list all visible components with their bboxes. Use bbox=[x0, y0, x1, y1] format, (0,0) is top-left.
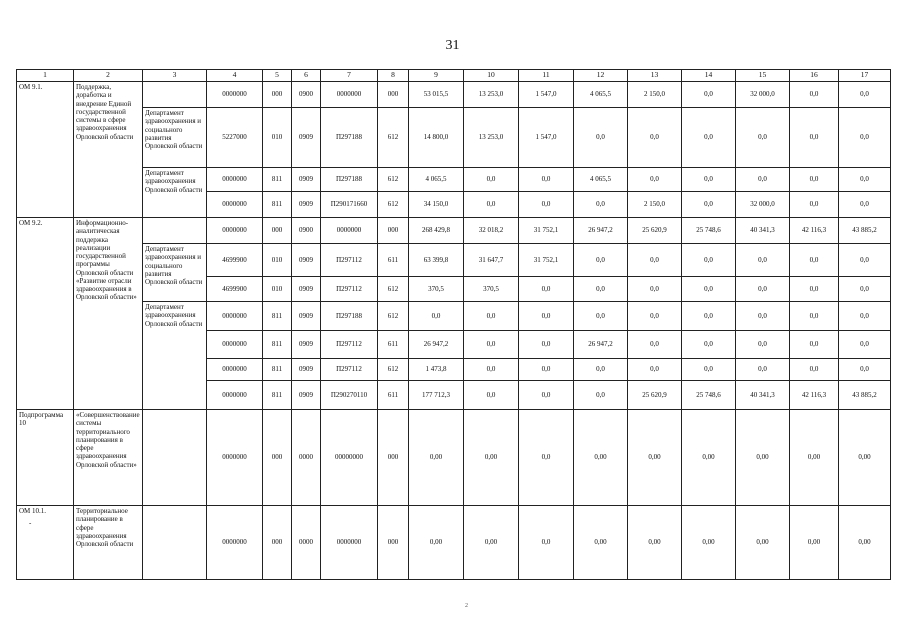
program-code: Подпрограмма 10 bbox=[19, 411, 64, 428]
page-number: 31 bbox=[445, 38, 460, 53]
col-header: 1 bbox=[17, 70, 74, 82]
program-code: ОМ 9.2. bbox=[19, 219, 43, 227]
value-cell: 000 bbox=[378, 82, 409, 108]
table-row bbox=[17, 218, 891, 244]
value-cell: 612 bbox=[378, 192, 409, 218]
executor-cell bbox=[143, 506, 207, 580]
table-row bbox=[17, 244, 891, 277]
value-cell: П290171660 bbox=[321, 192, 378, 218]
value-cell: 0,0 bbox=[574, 108, 628, 168]
value-cell: П297188 bbox=[321, 302, 378, 331]
value-cell: 811 bbox=[263, 359, 292, 381]
col-header: 3 bbox=[143, 70, 207, 82]
value-cell: 25 748,6 bbox=[682, 218, 736, 244]
program-code-cell bbox=[17, 82, 74, 218]
value-cell: 53 015,5 bbox=[409, 82, 464, 108]
value-cell: 811 bbox=[263, 168, 292, 192]
value-cell: 0909 bbox=[292, 108, 321, 168]
value-cell: 612 bbox=[378, 108, 409, 168]
executor-cell bbox=[143, 82, 207, 108]
value-cell: 0,0 bbox=[574, 381, 628, 410]
value-cell: 0,0 bbox=[464, 192, 519, 218]
value-cell: 0,00 bbox=[409, 506, 464, 580]
value-cell: 0,0 bbox=[519, 331, 574, 359]
value-cell: 611 bbox=[378, 331, 409, 359]
col-header: 10 bbox=[464, 70, 519, 82]
value-cell: 0,0 bbox=[464, 381, 519, 410]
value-cell: 26 947,2 bbox=[574, 218, 628, 244]
value-cell: 0,0 bbox=[464, 331, 519, 359]
program-code-cell bbox=[17, 410, 74, 506]
value-cell: 0,0 bbox=[682, 244, 736, 277]
value-cell: 0000000 bbox=[207, 302, 263, 331]
value-cell: 0909 bbox=[292, 302, 321, 331]
value-cell: 0,0 bbox=[682, 82, 736, 108]
col-header: 15 bbox=[736, 70, 790, 82]
program-name-cell: Информационно-аналитическая поддержка реализации государственной программы Орловской области «Развитие отрасли здравоохранения в Орловской области» bbox=[74, 218, 143, 410]
value-cell: 0,0 bbox=[790, 244, 839, 277]
value-cell: 4699900 bbox=[207, 277, 263, 302]
value-cell: 0,00 bbox=[682, 410, 736, 506]
value-cell: 0000 bbox=[292, 410, 321, 506]
value-cell: 0,0 bbox=[682, 277, 736, 302]
value-cell: 26 947,2 bbox=[574, 331, 628, 359]
value-cell: 0,00 bbox=[790, 410, 839, 506]
value-cell: 0000000 bbox=[207, 506, 263, 580]
executor-cell bbox=[143, 410, 207, 506]
value-cell: 000 bbox=[378, 218, 409, 244]
table-row bbox=[17, 168, 891, 192]
value-cell: 0909 bbox=[292, 359, 321, 381]
value-cell: 0,00 bbox=[574, 410, 628, 506]
value-cell: 4 065,5 bbox=[409, 168, 464, 192]
value-cell: 42 116,3 bbox=[790, 218, 839, 244]
value-cell: 4699900 bbox=[207, 244, 263, 277]
value-cell: 34 150,0 bbox=[409, 192, 464, 218]
col-header: 8 bbox=[378, 70, 409, 82]
value-cell: 0,0 bbox=[519, 302, 574, 331]
value-cell: 0,0 bbox=[519, 410, 574, 506]
value-cell: 811 bbox=[263, 192, 292, 218]
value-cell: 0,0 bbox=[682, 302, 736, 331]
value-cell: П297188 bbox=[321, 168, 378, 192]
value-cell: 0,0 bbox=[519, 168, 574, 192]
value-cell: 0,0 bbox=[682, 359, 736, 381]
value-cell: 0,0 bbox=[574, 277, 628, 302]
value-cell: 0909 bbox=[292, 277, 321, 302]
value-cell: 31 647,7 bbox=[464, 244, 519, 277]
value-cell: 0,0 bbox=[574, 192, 628, 218]
value-cell: 612 bbox=[378, 277, 409, 302]
executor-cell: Департамент здравоохранения Орловской области bbox=[143, 168, 207, 218]
value-cell: 0,0 bbox=[682, 168, 736, 192]
value-cell: 43 885,2 bbox=[839, 381, 891, 410]
value-cell: 612 bbox=[378, 302, 409, 331]
value-cell: 0,00 bbox=[409, 410, 464, 506]
program-code: ОМ 9.1. bbox=[19, 83, 43, 91]
value-cell: 0,0 bbox=[628, 168, 682, 192]
value-cell: 0,0 bbox=[628, 331, 682, 359]
value-cell: 25 620,9 bbox=[628, 218, 682, 244]
value-cell: П297188 bbox=[321, 108, 378, 168]
value-cell: 0,0 bbox=[790, 108, 839, 168]
value-cell: 32 000,0 bbox=[736, 192, 790, 218]
value-cell: 0000000 bbox=[207, 192, 263, 218]
value-cell: 0,0 bbox=[682, 192, 736, 218]
value-cell: 40 341,3 bbox=[736, 381, 790, 410]
value-cell: 0,0 bbox=[464, 168, 519, 192]
value-cell: 26 947,2 bbox=[409, 331, 464, 359]
value-cell: 43 885,2 bbox=[839, 218, 891, 244]
value-cell: 0900 bbox=[292, 218, 321, 244]
value-cell: 0,00 bbox=[736, 506, 790, 580]
value-cell: 32 018,2 bbox=[464, 218, 519, 244]
value-cell: 0,00 bbox=[464, 410, 519, 506]
value-cell: 0000 bbox=[292, 506, 321, 580]
value-cell: 0,00 bbox=[839, 506, 891, 580]
value-cell: 811 bbox=[263, 302, 292, 331]
value-cell: 0000000 bbox=[207, 82, 263, 108]
col-header: 6 bbox=[292, 70, 321, 82]
value-cell: 13 253,0 bbox=[464, 108, 519, 168]
value-cell: 0000000 bbox=[207, 168, 263, 192]
value-cell: 0,0 bbox=[519, 192, 574, 218]
value-cell: 0,0 bbox=[628, 277, 682, 302]
value-cell: 177 712,3 bbox=[409, 381, 464, 410]
value-cell: 0,00 bbox=[628, 506, 682, 580]
value-cell: 0,0 bbox=[519, 359, 574, 381]
value-cell: 13 253,0 bbox=[464, 82, 519, 108]
value-cell: 370,5 bbox=[409, 277, 464, 302]
value-cell: 63 399,8 bbox=[409, 244, 464, 277]
value-cell: 0909 bbox=[292, 244, 321, 277]
value-cell: 1 473,8 bbox=[409, 359, 464, 381]
value-cell: 32 000,0 bbox=[736, 82, 790, 108]
value-cell: 612 bbox=[378, 359, 409, 381]
col-header: 17 bbox=[839, 70, 891, 82]
value-cell: 0,0 bbox=[682, 331, 736, 359]
value-cell: 0909 bbox=[292, 331, 321, 359]
value-cell: 0,0 bbox=[839, 82, 891, 108]
col-header: 13 bbox=[628, 70, 682, 82]
program-name-cell: Территориальное планирование в сфере здравоохранения Орловской области bbox=[74, 506, 143, 580]
value-cell: 010 bbox=[263, 244, 292, 277]
value-cell: 5227000 bbox=[207, 108, 263, 168]
value-cell: 0,0 bbox=[839, 244, 891, 277]
program-name-cell: «Совершенствование системы территориального планирования в сфере здравоохранения Орловской области» bbox=[74, 410, 143, 506]
value-cell: 0,0 bbox=[519, 277, 574, 302]
value-cell: 0,00 bbox=[682, 506, 736, 580]
value-cell: 000 bbox=[263, 82, 292, 108]
value-cell: 000 bbox=[378, 410, 409, 506]
header-row bbox=[17, 70, 891, 82]
executor-cell: Департамент здравоохранения и социального развития Орловской области bbox=[143, 244, 207, 302]
value-cell: 0,0 bbox=[682, 108, 736, 168]
value-cell: 0,0 bbox=[574, 244, 628, 277]
value-cell: 0,0 bbox=[839, 192, 891, 218]
executor-cell: Департамент здравоохранения и социального развития Орловской области bbox=[143, 108, 207, 168]
value-cell: 0,0 bbox=[736, 108, 790, 168]
value-cell: 0,0 bbox=[464, 359, 519, 381]
value-cell: П297112 bbox=[321, 359, 378, 381]
value-cell: 0,0 bbox=[839, 168, 891, 192]
executor-cell bbox=[143, 218, 207, 244]
value-cell: 0900 bbox=[292, 82, 321, 108]
col-header: 14 bbox=[682, 70, 736, 82]
value-cell: 0,0 bbox=[519, 506, 574, 580]
value-cell: 0,0 bbox=[409, 302, 464, 331]
value-cell: П290270110 bbox=[321, 381, 378, 410]
value-cell: 0,00 bbox=[736, 410, 790, 506]
col-header: 5 bbox=[263, 70, 292, 82]
value-cell: 0,0 bbox=[736, 168, 790, 192]
value-cell: 0,0 bbox=[790, 192, 839, 218]
col-header: 7 bbox=[321, 70, 378, 82]
value-cell: 0,0 bbox=[790, 302, 839, 331]
value-cell: 0,0 bbox=[628, 359, 682, 381]
col-header: 9 bbox=[409, 70, 464, 82]
value-cell: 31 752,1 bbox=[519, 218, 574, 244]
value-cell: 268 429,8 bbox=[409, 218, 464, 244]
col-header: 2 bbox=[74, 70, 143, 82]
value-cell: 611 bbox=[378, 381, 409, 410]
value-cell: 25 620,9 bbox=[628, 381, 682, 410]
value-cell: 0000000 bbox=[207, 331, 263, 359]
value-cell: 0000000 bbox=[207, 410, 263, 506]
value-cell: 0000000 bbox=[321, 506, 378, 580]
value-cell: 31 752,1 bbox=[519, 244, 574, 277]
value-cell: 0909 bbox=[292, 168, 321, 192]
value-cell: П297112 bbox=[321, 331, 378, 359]
value-cell: 0,0 bbox=[628, 108, 682, 168]
table-body bbox=[17, 82, 891, 580]
value-cell: 40 341,3 bbox=[736, 218, 790, 244]
value-cell: 0,0 bbox=[736, 331, 790, 359]
value-cell: 0,0 bbox=[839, 359, 891, 381]
value-cell: 0,0 bbox=[736, 302, 790, 331]
value-cell: 0,0 bbox=[839, 331, 891, 359]
program-code: ОМ 10.1. bbox=[19, 507, 47, 515]
value-cell: 811 bbox=[263, 331, 292, 359]
value-cell: 0,0 bbox=[574, 302, 628, 331]
value-cell: 0000000 bbox=[207, 359, 263, 381]
value-cell: 0,0 bbox=[790, 168, 839, 192]
value-cell: 0,0 bbox=[736, 359, 790, 381]
table-row bbox=[17, 410, 891, 506]
col-header: 16 bbox=[790, 70, 839, 82]
value-cell: 0,0 bbox=[736, 277, 790, 302]
value-cell: 2 150,0 bbox=[628, 192, 682, 218]
value-cell: 0,0 bbox=[790, 331, 839, 359]
value-cell: 0,00 bbox=[790, 506, 839, 580]
value-cell: 0,0 bbox=[790, 82, 839, 108]
col-header: 12 bbox=[574, 70, 628, 82]
value-cell: 811 bbox=[263, 381, 292, 410]
table-row bbox=[17, 108, 891, 168]
value-cell: 0909 bbox=[292, 381, 321, 410]
value-cell: 1 547,0 bbox=[519, 82, 574, 108]
value-cell: 000 bbox=[263, 506, 292, 580]
value-cell: 0,00 bbox=[839, 410, 891, 506]
value-cell: 0,0 bbox=[839, 108, 891, 168]
value-cell: 0,0 bbox=[574, 359, 628, 381]
program-code-cell bbox=[17, 506, 74, 580]
value-cell: 0000000 bbox=[207, 218, 263, 244]
value-cell: 0,0 bbox=[790, 277, 839, 302]
value-cell: 42 116,3 bbox=[790, 381, 839, 410]
value-cell: 0,0 bbox=[839, 302, 891, 331]
value-cell: П297112 bbox=[321, 244, 378, 277]
value-cell: 4 065,5 bbox=[574, 168, 628, 192]
value-cell: 14 800,0 bbox=[409, 108, 464, 168]
value-cell: 25 748,6 bbox=[682, 381, 736, 410]
value-cell: 2 150,0 bbox=[628, 82, 682, 108]
value-cell: П297112 bbox=[321, 277, 378, 302]
value-cell: 0,00 bbox=[628, 410, 682, 506]
table-row bbox=[17, 82, 891, 108]
table-row bbox=[17, 506, 891, 580]
value-cell: 0,0 bbox=[519, 381, 574, 410]
value-cell: 0,0 bbox=[790, 359, 839, 381]
col-header: 4 bbox=[207, 70, 263, 82]
value-cell: 000 bbox=[263, 410, 292, 506]
col-header: 11 bbox=[519, 70, 574, 82]
value-cell: 4 065,5 bbox=[574, 82, 628, 108]
budget-table bbox=[16, 69, 891, 580]
value-cell: 0,0 bbox=[839, 277, 891, 302]
value-cell: 370,5 bbox=[464, 277, 519, 302]
value-cell: 0,00 bbox=[574, 506, 628, 580]
value-cell: 0000000 bbox=[207, 381, 263, 410]
value-cell: 0000000 bbox=[321, 82, 378, 108]
value-cell: 0,00 bbox=[464, 506, 519, 580]
value-cell: 00000000 bbox=[321, 410, 378, 506]
value-cell: 0000000 bbox=[321, 218, 378, 244]
value-cell: 0,0 bbox=[628, 244, 682, 277]
value-cell: 000 bbox=[263, 218, 292, 244]
value-cell: 010 bbox=[263, 108, 292, 168]
value-cell: 000 bbox=[378, 506, 409, 580]
value-cell: 0,0 bbox=[464, 302, 519, 331]
executor-cell: Департамент здравоохранения Орловской области bbox=[143, 302, 207, 410]
program-code-cell bbox=[17, 218, 74, 410]
footer-mark: 2 bbox=[465, 603, 468, 609]
value-cell: 0909 bbox=[292, 192, 321, 218]
value-cell: 1 547,0 bbox=[519, 108, 574, 168]
value-cell: 611 bbox=[378, 244, 409, 277]
program-name-cell: Поддержка, доработка и внедрение Единой государственной системы в сфере здравоохранения Орловской области bbox=[74, 82, 143, 218]
value-cell: 0,0 bbox=[628, 302, 682, 331]
value-cell: 612 bbox=[378, 168, 409, 192]
value-cell: 010 bbox=[263, 277, 292, 302]
program-code-mark: - bbox=[29, 519, 32, 528]
table-row bbox=[17, 302, 891, 331]
value-cell: 0,0 bbox=[736, 244, 790, 277]
